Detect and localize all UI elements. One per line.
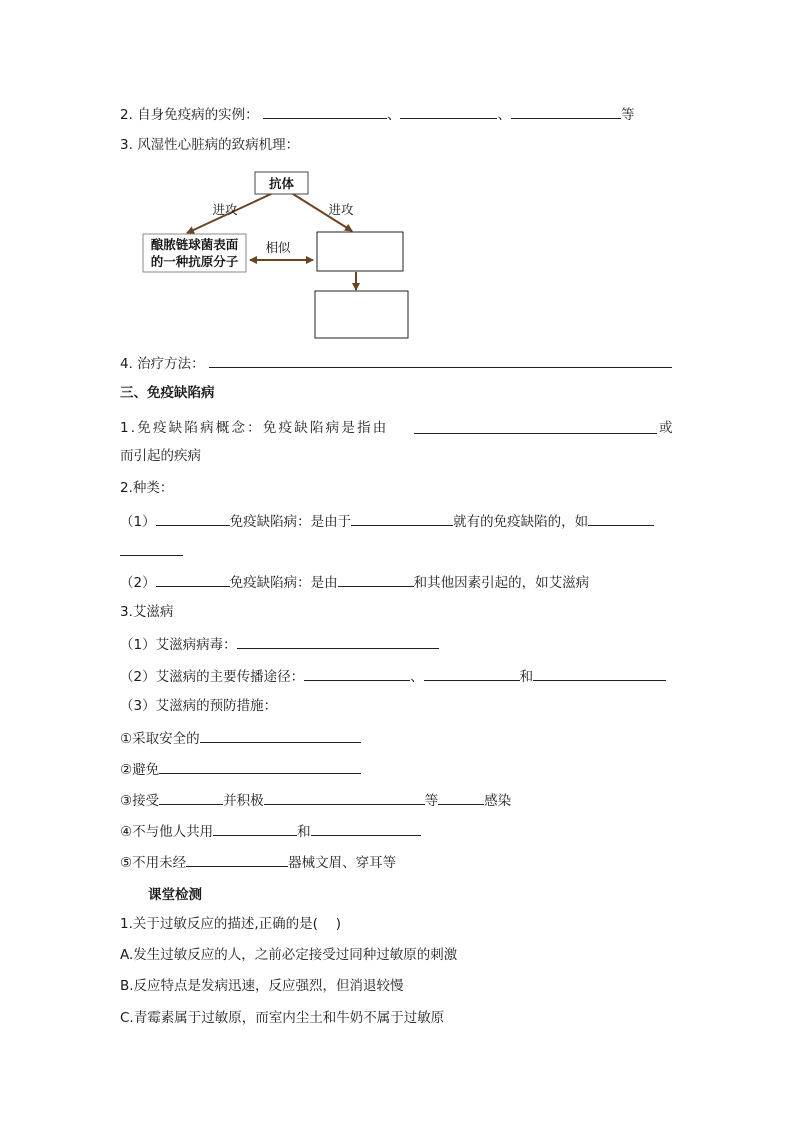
section-3-heading: 三、免疫缺陷病 [120, 385, 215, 401]
item-2-suffix: 等 [620, 107, 635, 123]
measure-5 [120, 852, 396, 872]
quiz-heading: 课堂检测 [148, 887, 202, 903]
attack-label-right: 进攻 [328, 202, 354, 217]
blank-transmission-2[interactable] [424, 666, 520, 681]
attack-label-left: 进攻 [212, 202, 238, 217]
blank-measure-4b[interactable] [311, 821, 421, 836]
measure-4-p1: ④不与他人共用 [120, 824, 214, 840]
item-3-label: 3. [120, 137, 133, 153]
measure-2-text: ②避免 [120, 762, 160, 778]
aids-transmission-text: （2）艾滋病的主要传播途径： [120, 669, 305, 685]
antigen-label-line2: 的一种抗原分子 [150, 254, 239, 269]
item-2-text: 自身免疫病的实例： [137, 107, 259, 123]
type-1-num: （1） [120, 514, 156, 530]
blank-measure-3c[interactable] [438, 790, 484, 805]
measure-1 [120, 728, 361, 748]
antibody-label: 抗体 [268, 176, 295, 191]
concept-prefix: 1.免疫缺陷病概念：免疫缺陷病是指由 [120, 420, 389, 436]
concept-line-2: 而引起的疾病 [120, 448, 201, 464]
measure-5-p1: ⑤不用未经 [120, 855, 187, 871]
option-c[interactable]: C.青霉素属于过敏原，而室内尘土和牛奶不属于过敏原 [120, 1010, 445, 1026]
blank-concept[interactable] [414, 419, 657, 434]
blank-type-1-name[interactable] [156, 511, 230, 526]
separator: 、 [410, 669, 424, 685]
type-2 [120, 572, 589, 592]
blank-measure-3a[interactable] [159, 790, 223, 805]
item-4-label: 4. [120, 356, 133, 372]
item-3-text: 风湿性心脏病的致病机理： [137, 137, 300, 153]
concept-suffix: 或 [659, 420, 673, 436]
similar-label: 相似 [265, 240, 291, 255]
item-4-text: 治疗方法： [137, 356, 205, 372]
measure-3-p2: 并积极 [223, 793, 264, 809]
separator: 、 [386, 107, 401, 123]
and-text: 和 [519, 669, 534, 685]
type-2-part2: 和其他因素引起的，如艾滋病 [413, 575, 590, 591]
blank-measure-1[interactable] [200, 728, 361, 743]
antigen-label-line1: 酿脓链球菌表面 [150, 237, 239, 252]
blank-type-1-example-cont[interactable] [120, 541, 183, 556]
blank-aids-virus[interactable] [237, 634, 439, 649]
type-1-part2: 就有的免疫缺陷的，如 [453, 514, 589, 530]
blank-type-2-cause[interactable] [338, 572, 414, 587]
measure-1-text: ①采取安全的 [120, 731, 200, 747]
blank-measure-5[interactable] [186, 852, 288, 867]
aids-prevention: （3）艾滋病的预防措施： [120, 698, 278, 714]
option-b[interactable]: B.反应特点是发病迅速，反应强烈，但消退较慢 [120, 978, 404, 994]
measure-2 [120, 759, 361, 779]
blank-type-2-name[interactable] [156, 572, 230, 587]
measure-4-p2: 和 [297, 824, 311, 840]
blank-box-target[interactable] [317, 232, 403, 271]
aids-virus-text: （1）艾滋病病毒： [120, 637, 237, 653]
measure-3 [120, 790, 511, 810]
blank-treatment[interactable] [209, 353, 672, 368]
blank-measure-4a[interactable] [213, 821, 297, 836]
blank-type-1-example[interactable] [588, 511, 654, 526]
blank-measure-2[interactable] [159, 759, 361, 774]
aids-virus [120, 634, 439, 654]
types-label: 2.种类： [120, 480, 174, 496]
item-2-label: 2. [120, 107, 133, 123]
option-a[interactable]: A.发生过敏反应的人，之前必定接受过同种过敏原的刺激 [120, 947, 458, 963]
blank-measure-3b[interactable] [264, 790, 425, 805]
type-2-part1: 免疫缺陷病：是由 [229, 575, 338, 591]
measure-4 [120, 821, 421, 841]
type-1-part1: 免疫缺陷病：是由于 [229, 514, 352, 530]
measure-3-p1: ③接受 [120, 793, 160, 809]
measure-3-p4: 感染 [484, 793, 512, 809]
blank-type-1-cause[interactable] [351, 511, 453, 526]
blank-transmission-1[interactable] [304, 666, 410, 681]
question-1: 1.关于过敏反应的描述,正确的是( ) [120, 916, 341, 932]
type-1 [120, 511, 654, 531]
item-4 [120, 353, 672, 373]
aids-transmission [120, 666, 666, 686]
blank-box-result[interactable] [315, 291, 408, 338]
aids-label: 3.艾滋病 [120, 604, 174, 620]
separator: 、 [497, 107, 511, 123]
measure-3-p3: 等 [424, 793, 439, 809]
type-2-num: （2） [120, 575, 156, 591]
blank-transmission-3[interactable] [533, 666, 666, 681]
measure-5-p2: 器械文眉、穿耳等 [288, 855, 397, 871]
